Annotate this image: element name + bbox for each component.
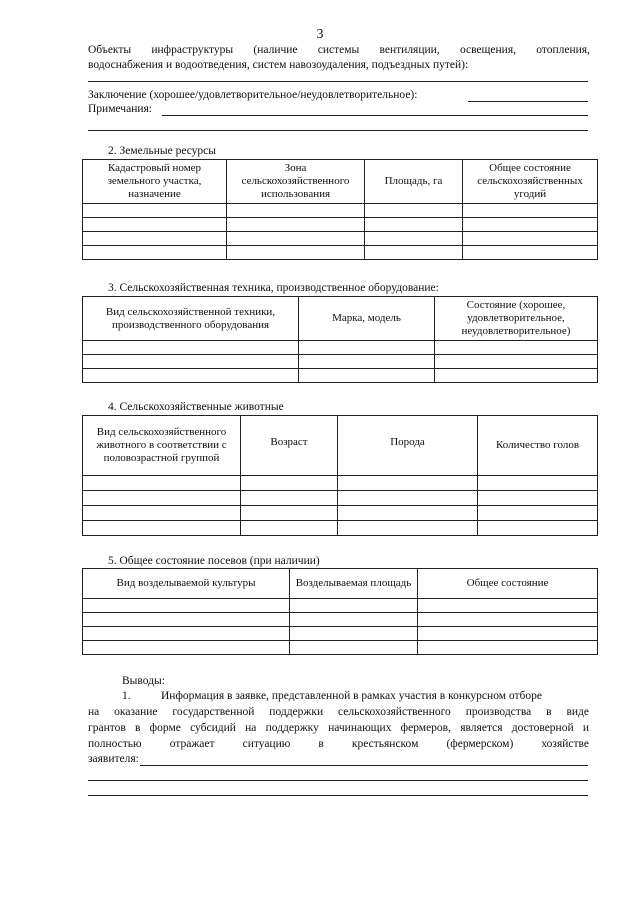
table-cell[interactable] — [478, 506, 598, 521]
table-cell[interactable] — [463, 204, 598, 218]
infra-word: вентиляции, — [379, 44, 440, 56]
page-number: 3 — [316, 27, 324, 42]
infra-word: отопления, — [536, 44, 590, 56]
table-cell[interactable] — [290, 627, 418, 641]
conclusion-word: крестьянском — [351, 738, 419, 750]
table-row — [83, 341, 598, 355]
table-cell[interactable] — [478, 491, 598, 506]
conclusion-word: в — [318, 738, 324, 750]
crops-header-condition: Общее состояние — [418, 569, 598, 599]
table-row — [83, 613, 598, 627]
infra-word: системы — [317, 44, 360, 56]
table-cell[interactable] — [435, 341, 598, 355]
table-cell[interactable] — [290, 599, 418, 613]
table-cell[interactable] — [435, 355, 598, 369]
table-row — [83, 476, 598, 491]
conclusion-word: (фермерском) — [446, 738, 514, 750]
machinery-heading: 3. Сельскохозяйственная техника, производственное оборудование: — [108, 282, 439, 294]
table-cell[interactable] — [83, 341, 299, 355]
table-cell[interactable] — [227, 218, 365, 232]
table-row — [83, 218, 598, 232]
machinery-header-condition: Состояние (хорошее, удовлетворительное, неудовлетворительное) — [435, 297, 598, 341]
table-cell[interactable] — [227, 232, 365, 246]
table-cell[interactable] — [227, 246, 365, 260]
animals-header-count: Количество голов — [478, 416, 598, 476]
table-cell[interactable] — [83, 641, 290, 655]
table-row — [83, 369, 598, 383]
table-cell[interactable] — [241, 476, 338, 491]
conclusion-line1-text: Информация в заявке, представленной в рамках участия в конкурсном отборе — [161, 690, 542, 702]
conclusion-line2: на оказание государственной поддержки сельскохозяйственного производства в виде — [88, 706, 589, 718]
table-cell[interactable] — [83, 599, 290, 613]
infra-word: (наличие — [253, 44, 298, 56]
animals-header-type: Вид сельскохозяйственного животного в соответствии с половозрастной группой — [83, 416, 241, 476]
applicant-fill-line[interactable] — [140, 765, 588, 766]
table-cell[interactable] — [365, 232, 463, 246]
table-cell[interactable] — [418, 613, 598, 627]
table-cell[interactable] — [299, 341, 435, 355]
infrastructure-line1 — [88, 43, 590, 58]
table-cell[interactable] — [241, 506, 338, 521]
infra-word: освещения, — [459, 44, 516, 56]
table-cell[interactable] — [365, 218, 463, 232]
table-cell[interactable] — [338, 491, 478, 506]
animals-header-breed: Порода — [338, 416, 478, 476]
table-cell[interactable] — [83, 232, 227, 246]
conclusion-item-number: 1. — [122, 690, 131, 702]
infrastructure-line2: водоснабжения и водоотведения, систем навозоудаления, подъездных путей): — [88, 59, 469, 71]
machinery-header-model: Марка, модель — [299, 297, 435, 341]
machinery-table — [82, 296, 598, 383]
table-cell[interactable] — [241, 521, 338, 536]
animals-header-age: Возраст — [241, 416, 338, 476]
table-row — [83, 506, 598, 521]
table-cell[interactable] — [83, 369, 299, 383]
infra-word: инфраструктуры — [151, 44, 234, 56]
table-cell[interactable] — [83, 355, 299, 369]
conclusion-fill-line[interactable] — [468, 101, 588, 102]
table-cell[interactable] — [299, 355, 435, 369]
table-cell[interactable] — [241, 491, 338, 506]
table-cell[interactable] — [418, 599, 598, 613]
land-header-area: Площадь, га — [365, 160, 463, 204]
table-row — [83, 232, 598, 246]
table-cell[interactable] — [463, 232, 598, 246]
infra-word: Объекты — [88, 44, 132, 56]
crops-heading: 5. Общее состояние посевов (при наличии) — [108, 555, 320, 567]
table-cell[interactable] — [83, 627, 290, 641]
table-cell[interactable] — [463, 246, 598, 260]
table-cell[interactable] — [83, 491, 241, 506]
fill-line[interactable] — [88, 780, 588, 781]
conclusion-word: полностью — [88, 738, 142, 750]
crops-table — [82, 568, 598, 655]
table-cell[interactable] — [365, 246, 463, 260]
fill-line — [88, 81, 588, 82]
table-cell[interactable] — [365, 204, 463, 218]
conclusion-word: отражает — [169, 738, 215, 750]
table-row — [83, 355, 598, 369]
table-row — [83, 521, 598, 536]
conclusion-label: Заключение (хорошее/удовлетворительное/неудовлетворительное): — [88, 89, 418, 101]
table-cell[interactable] — [338, 476, 478, 491]
table-cell[interactable] — [83, 218, 227, 232]
table-cell[interactable] — [463, 218, 598, 232]
table-cell[interactable] — [290, 613, 418, 627]
land-table — [82, 159, 598, 260]
conclusion-line4 — [88, 737, 589, 752]
animals-heading: 4. Сельскохозяйственные животные — [108, 401, 284, 413]
land-header-cadastral: Кадастровый номер земельного участка, назначение — [83, 160, 227, 204]
table-cell[interactable] — [290, 641, 418, 655]
conclusion-line3: грантов в форме субсидий на поддержку начинающих фермеров, является достоверной и — [88, 722, 589, 734]
table-row — [83, 491, 598, 506]
table-cell[interactable] — [227, 204, 365, 218]
conclusion-line5: заявителя: — [88, 753, 139, 765]
table-cell[interactable] — [418, 627, 598, 641]
table-row — [83, 599, 598, 613]
table-cell[interactable] — [478, 521, 598, 536]
conclusion-word: ситуацию — [242, 738, 291, 750]
table-row — [83, 641, 598, 655]
conclusion-word: хозяйстве — [541, 738, 589, 750]
table-cell[interactable] — [83, 613, 290, 627]
notes-fill-line[interactable] — [162, 115, 588, 116]
conclusion-line1 — [161, 689, 589, 704]
table-cell[interactable] — [478, 476, 598, 491]
table-row — [83, 246, 598, 260]
table-cell[interactable] — [83, 506, 241, 521]
table-cell[interactable] — [435, 369, 598, 383]
table-row — [83, 204, 598, 218]
land-header-condition: Общее состояние сельскохозяйственных угодий — [463, 160, 598, 204]
table-cell[interactable] — [299, 369, 435, 383]
table-cell[interactable] — [83, 246, 227, 260]
notes-label: Примечания: — [88, 103, 152, 115]
table-cell[interactable] — [83, 521, 241, 536]
table-cell[interactable] — [83, 204, 227, 218]
land-header-zone: Зона сельскохозяйственного использования — [227, 160, 365, 204]
table-cell[interactable] — [338, 506, 478, 521]
table-row — [83, 627, 598, 641]
crops-header-culture: Вид возделываемой культуры — [83, 569, 290, 599]
fill-line — [88, 130, 588, 131]
fill-line[interactable] — [88, 795, 588, 796]
land-heading: 2. Земельные ресурсы — [108, 145, 217, 157]
table-cell[interactable] — [83, 476, 241, 491]
animals-table — [82, 415, 598, 536]
table-cell[interactable] — [418, 641, 598, 655]
machinery-header-type: Вид сельскохозяйственной техники, производственного оборудования — [83, 297, 299, 341]
table-cell[interactable] — [338, 521, 478, 536]
crops-header-area: Возделываемая площадь — [290, 569, 418, 599]
conclusions-title: Выводы: — [122, 675, 165, 687]
